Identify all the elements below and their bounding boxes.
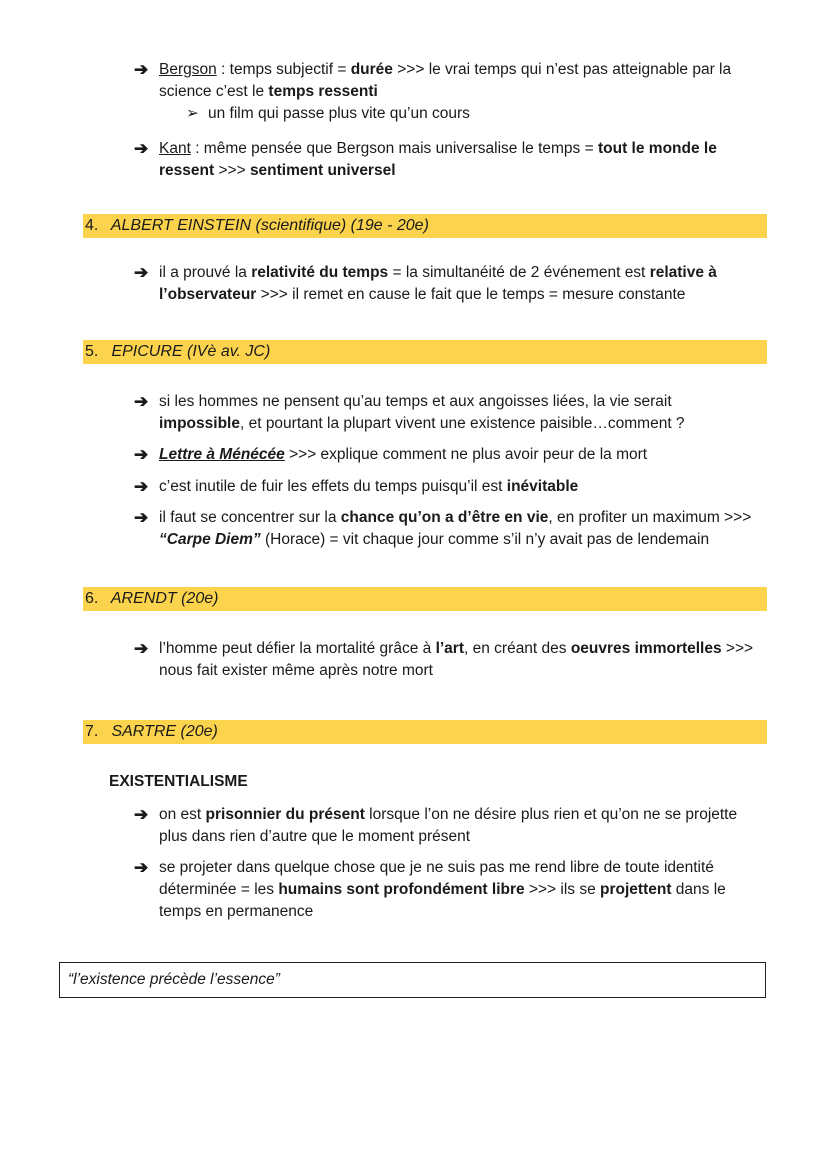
quote-box: “l’existence précède l’essence” — [59, 962, 766, 998]
arrow-icon: ➔ — [134, 639, 149, 658]
bullet-arendt: ➔ l’homme peut défier la mortalité grâce à l’art, en créant des oeuvres immortelles >>> nous fait exister même après notre mort — [134, 639, 754, 679]
sub-arrow-icon: ➢ — [186, 105, 199, 122]
arrow-icon: ➔ — [134, 477, 149, 496]
carpe-diem-quote: “Carpe Diem” — [159, 531, 261, 548]
sub-bullet-bergson: ➢ un film qui passe plus vite qu’un cours — [186, 103, 470, 125]
arrow-icon: ➔ — [134, 392, 149, 411]
arrow-icon: ➔ — [134, 508, 149, 527]
section-header-arendt: 6. ARENDT (20e) — [83, 587, 767, 611]
lettre-menecee-title: Lettre à Ménécée — [159, 446, 285, 463]
arrow-icon: ➔ — [134, 139, 149, 158]
section-header-einstein: 4. ALBERT EINSTEIN (scientifique) (19e - 20e) — [83, 214, 767, 238]
bullet-einstein: ➔ il a prouvé la relativité du temps = la simultanéité de 2 événement est relative à l’observateur >>> il remet en cause le fait que le temps = mesure constante — [134, 263, 717, 303]
bullet-sartre-1: ➔ on est prisonnier du présent lorsque l’on ne désire plus rien et qu’on ne se projette plus dans rien d’autre que le moment présent — [134, 805, 738, 845]
existentialisme-heading: EXISTENTIALISME — [109, 773, 248, 790]
bullet-epicure-2: ➔ Lettre à Ménécée >>> explique comment ne plus avoir peur de la mort — [134, 445, 648, 464]
bullet-epicure-4: ➔ il faut se concentrer sur la chance qu’on a d’être en vie, en profiter un maximum >>> “Carpe Diem” (Horace) = vit chaque jour comme s’il n’y avait pas de lendemain — [134, 508, 752, 548]
section-header-sartre: 7. SARTRE (20e) — [83, 720, 767, 744]
bullet-kant: ➔ Kant : même pensée que Bergson mais universalise le temps = tout le monde le ressent >>> sentiment universel — [134, 139, 717, 179]
arrow-icon: ➔ — [134, 858, 149, 877]
bullet-bergson: ➔ Bergson : temps subjectif = durée >>> le vrai temps qui n’est pas atteignable par la science c’est le temps ressenti — [134, 60, 732, 100]
arrow-icon: ➔ — [134, 445, 149, 464]
bergson-name: Bergson — [159, 61, 217, 78]
bullet-epicure-3: ➔ c’est inutile de fuir les effets du temps puisqu’il est inévitable — [134, 477, 579, 496]
arrow-icon: ➔ — [134, 263, 149, 282]
kant-name: Kant — [159, 140, 191, 157]
section-header-epicure: 5. EPICURE (IVè av. JC) — [83, 340, 767, 364]
bullet-epicure-1: ➔ si les hommes ne pensent qu’au temps et aux angoisses liées, la vie serait impossible, et pourtant la plupart vivent une existence paisible…comment ? — [134, 392, 685, 432]
arrow-icon: ➔ — [134, 60, 149, 79]
bullet-sartre-2: ➔ se projeter dans quelque chose que je ne suis pas me rend libre de toute identité déterminée = les humains sont profondément libre >>> ils se projettent dans le temps en permanence — [134, 858, 726, 920]
arrow-icon: ➔ — [134, 805, 149, 824]
